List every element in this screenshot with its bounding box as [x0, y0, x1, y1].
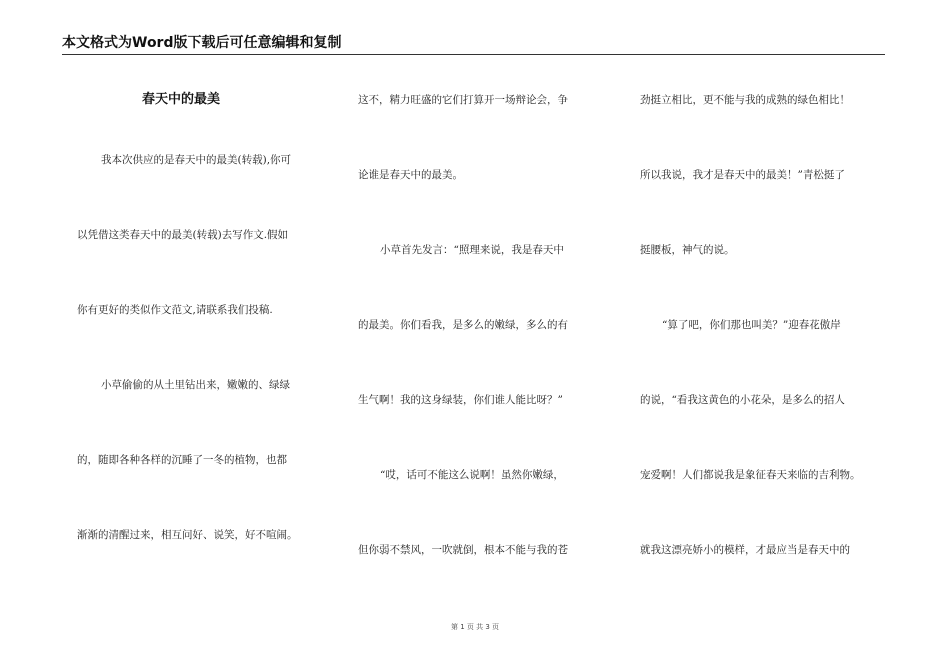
page-number-indicator: 第 1 页 共 3 页	[450, 623, 500, 631]
text-line: 宠爱啊！人们都说我是象征春天来临的吉利物。	[640, 469, 861, 481]
text-line: 的，随即各种各样的沉睡了一冬的植物，也都	[77, 454, 287, 466]
text-line: 生气啊！我的这身绿装，你们谁人能比呀？”	[358, 394, 563, 406]
text-line: 的最美。你们看我，是多么的嫩绿，多么的有	[358, 319, 568, 331]
header-divider	[62, 54, 885, 55]
text-line: 以凭借这类春天中的最美(转载)去写作文.假如	[77, 229, 289, 241]
text-line: “算了吧，你们那也叫美？”迎春花傲岸	[662, 319, 841, 331]
text-line: 的说，“看我这黄色的小花朵，是多么的招人	[640, 394, 845, 406]
document-header-banner: 本文格式为Word版下载后可任意编辑和复制	[62, 35, 342, 51]
text-line: 渐渐的清醒过来，相互问好、说笑，好不喧闹。	[77, 529, 298, 541]
text-line: 这不，精力旺盛的它们打算开一场辩论会，争	[358, 94, 568, 106]
text-line: “哎，话可不能这么说啊！虽然你嫩绿，	[380, 469, 564, 481]
document-title: 春天中的最美	[142, 92, 221, 107]
text-line: 劲挺立相比，更不能与我的成熟的绿色相比！	[640, 94, 850, 106]
text-line: 但你弱不禁风，一吹就倒，根本不能与我的苍	[358, 544, 568, 556]
text-line: 挺腰板，神气的说。	[640, 244, 735, 256]
text-line: 论谁是春天中的最美。	[358, 169, 463, 181]
text-line: 就我这漂亮娇小的模样，才最应当是春天中的	[640, 544, 850, 556]
text-line: 所以我说，我才是春天中的最美！”青松挺了	[640, 169, 845, 181]
text-line: 我本次供应的是春天中的最美(转载),你可	[101, 154, 292, 166]
text-line: 小草偷偷的从土里钻出来，嫩嫩的、绿绿	[101, 379, 290, 391]
text-line: 小草首先发言：“照理来说，我是春天中	[380, 244, 564, 256]
text-line: 你有更好的类似作文范文,请联系我们投稿.	[77, 304, 273, 316]
